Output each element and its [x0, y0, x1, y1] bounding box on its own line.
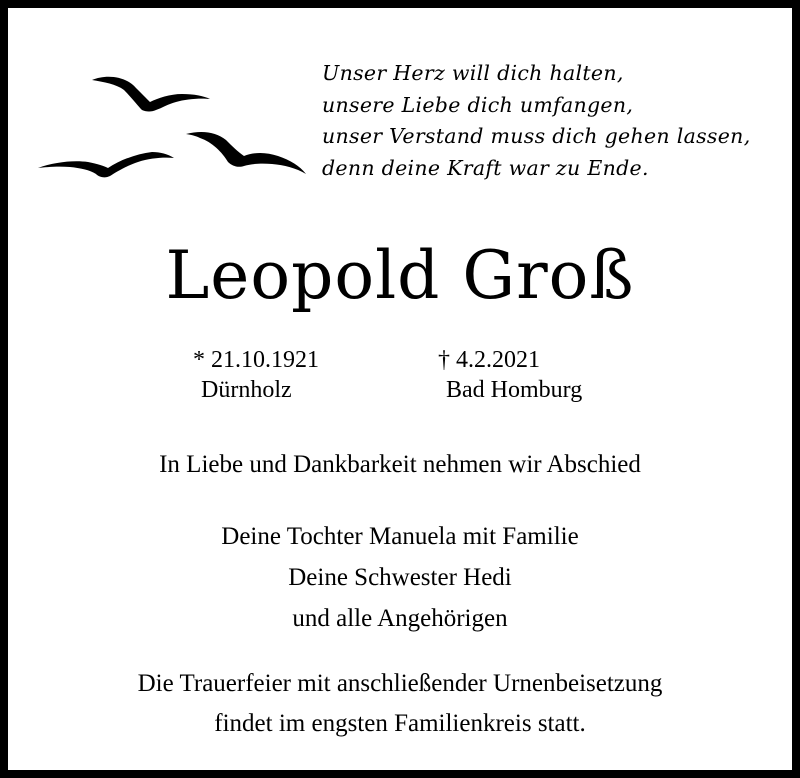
ceremony-notice — [8, 664, 792, 744]
deceased-name: Leopold Groß — [165, 237, 635, 314]
death-info — [438, 345, 582, 405]
flying-birds-icon — [34, 66, 310, 184]
poem-line: Unser Herz will dich halten, — [322, 61, 624, 85]
mourner-line: Deine Schwester Hedi — [288, 564, 512, 591]
poem-line: unsere Liebe dich umfangen, — [322, 92, 634, 117]
death-date: † 4.2.2021 — [438, 347, 540, 373]
ceremony-line: Die Trauerfeier mit anschließender Urnenbeisetzung — [137, 670, 663, 697]
poem-line: unser Verstand muss dich gehen lassen, — [322, 124, 751, 148]
memorial-poem — [322, 58, 782, 184]
mourner-line: Deine Tochter Manuela mit Familie — [221, 523, 579, 550]
bird-icon — [186, 132, 306, 174]
bird-icon — [38, 152, 174, 177]
death-place: Bad Homburg — [446, 377, 583, 403]
birth-place: Dürnholz — [201, 377, 292, 403]
ceremony-line: findet im engsten Familienkreis statt. — [214, 710, 586, 737]
farewell-line: In Liebe und Dankbarkeit nehmen wir Abschied — [159, 451, 641, 478]
mourner-line: und alle Angehörigen — [292, 605, 508, 632]
birth-info — [193, 345, 319, 405]
mourners-list — [8, 516, 792, 639]
birth-date: * 21.10.1921 — [193, 347, 319, 373]
poem-line: denn deine Kraft war zu Ende. — [322, 155, 649, 180]
bird-icon — [92, 77, 210, 112]
